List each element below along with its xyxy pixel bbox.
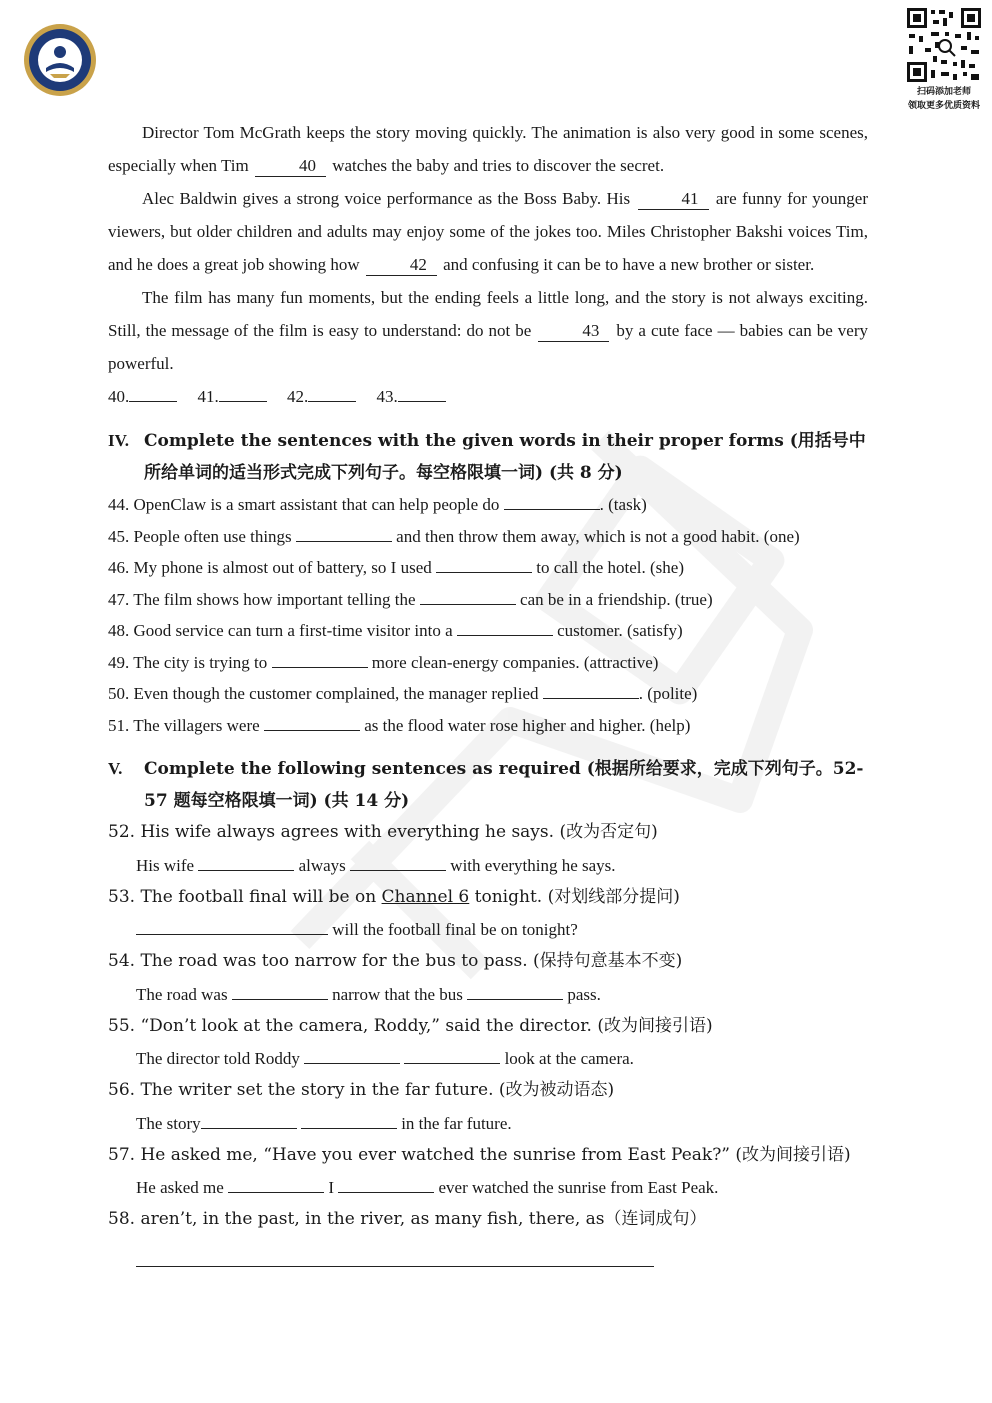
answer-line[interactable] (436, 571, 532, 573)
answer-label-43: 43. (376, 387, 398, 406)
passage-text: by a cute face — babies can be very powerful. (108, 321, 868, 373)
answer-53 (108, 913, 868, 946)
question-58: 58. aren’t, in the past, in the river, as many fish, there, as（连词成句） (108, 1209, 707, 1229)
question-text: 48. Good service can turn a first-time visitor into a (108, 621, 457, 640)
answer-line[interactable] (504, 508, 600, 510)
question-text: 44. OpenClaw is a smart assistant that can help people do (108, 495, 504, 514)
answer-line-41[interactable] (219, 400, 267, 402)
passage-text: are funny for younger viewers, but older children and adults may enjoy some of the jokes too. Miles Christopher Bakshi voices Tim, and he does a great job showing how (108, 189, 868, 274)
answer-line[interactable] (420, 603, 516, 605)
answer-text: His wife (136, 855, 199, 875)
answer-text: pass. (563, 984, 601, 1004)
passage-text: Alec Baldwin gives a strong voice performance as the Boss Baby. His (142, 189, 636, 208)
question-text: 49. The city is trying to (108, 652, 272, 672)
passage-text: and confusing it can be to have a new brother or sister. (438, 255, 815, 274)
answer-text: look at the camera. (500, 1049, 634, 1068)
blank-41[interactable]: 41 (638, 189, 709, 210)
question-46 (108, 552, 868, 584)
question-52: 52. His wife always agrees with everything he says. (改为否定句) (108, 822, 658, 842)
answer-line[interactable] (136, 933, 232, 935)
answer-text: The road was (136, 984, 232, 1004)
answer-line[interactable] (457, 634, 553, 636)
answer-line[interactable] (232, 933, 328, 935)
question-50 (108, 678, 868, 710)
question-hint: tonight. (对划线部分提问) (469, 886, 680, 907)
passage-text: watches the baby and tries to discover the secret. (327, 156, 665, 175)
answer-text: ever watched the sunrise from East Peak. (434, 1178, 719, 1197)
qr-caption-line2: 领取更多优质资料 (907, 101, 980, 111)
question-text: 53. The football final will be on (108, 886, 382, 907)
question-text: 50. Even though the customer complained, the manager replied (108, 684, 543, 703)
answer-text: The story (136, 1113, 201, 1133)
question-hint: . (task) (599, 495, 647, 514)
answer-label-42: 42. (287, 387, 309, 406)
school-logo (22, 22, 98, 98)
answer-text: always (294, 855, 351, 875)
section-number: IV. (108, 431, 129, 450)
question-hint: can be in a friendship. (true) (515, 589, 713, 609)
question-49 (108, 647, 868, 679)
answer-line[interactable] (301, 1127, 397, 1129)
question-53 (108, 882, 868, 914)
question-hint: as the flood water rose higher and higher. (help) (359, 715, 691, 735)
question-text: 46. My phone is almost out of battery, so I used (108, 558, 436, 577)
question-44 (108, 489, 868, 521)
answer-line[interactable] (467, 998, 563, 1000)
answer-text: narrow that the bus (327, 984, 468, 1004)
question-hint: . (polite) (638, 684, 698, 703)
answer-line[interactable] (543, 697, 639, 699)
question-text: 47. The film shows how important telling the (108, 589, 420, 609)
section-number: V. (108, 759, 123, 778)
answer-line[interactable] (198, 869, 294, 871)
passage-text: The film has many fun moments, but the ending feels a little long, and the story is not always exciting. Still, the message of the film is easy to understand: do not be (108, 288, 868, 340)
question-56: 56. The writer set the story in the far future. (改为被动语态) (108, 1080, 615, 1100)
underlined-phrase: Channel 6 (381, 886, 470, 907)
answer-line[interactable] (228, 1191, 324, 1193)
section-4-heading (108, 425, 868, 489)
question-54: 54. The road was too narrow for the bus to pass. (保持句意基本不变) (108, 951, 683, 971)
answer-line[interactable] (264, 729, 360, 731)
passage-text: Director Tom McGrath keeps the story moving quickly. The animation is also very good in some scenes, especially when Tim (108, 123, 868, 175)
blank-43[interactable]: 43 (538, 321, 609, 342)
answer-text: will the football final be on tonight? (328, 920, 578, 939)
section-title: Complete the sentences with the given words in their proper forms (用括号中所给单词的适当形式完成下列句子。每空格限填一词) (共 8 分) (144, 431, 866, 483)
exam-page-content (108, 116, 868, 1267)
answer-line[interactable] (350, 869, 446, 871)
answer-text: with everything he says. (446, 855, 616, 875)
passage-paragraph-3 (108, 281, 868, 380)
answer-52 (108, 849, 868, 882)
answer-line[interactable] (304, 1062, 400, 1064)
answer-line[interactable] (272, 666, 368, 668)
answer-blanks-row (108, 380, 868, 413)
question-hint: more clean-energy companies. (attractive) (367, 652, 659, 672)
answer-label-40: 40. (108, 387, 130, 406)
question-text: 51. The villagers were (108, 715, 264, 735)
passage-paragraph-1 (108, 116, 868, 182)
passage-paragraph-2 (108, 182, 868, 281)
question-hint: to call the hotel. (she) (532, 558, 685, 577)
blank-42[interactable]: 42 (366, 255, 437, 276)
question-47 (108, 584, 868, 616)
question-text: 45. People often use things (108, 526, 296, 546)
question-51 (108, 710, 868, 742)
qr-code-icon[interactable] (905, 6, 983, 84)
question-55: 55. “Don’t look at the camera, Roddy,” said the director. (改为间接引语) (108, 1015, 713, 1036)
blank-40[interactable]: 40 (255, 156, 326, 177)
question-hint: and then throw them away, which is not a good habit. (one) (391, 526, 800, 546)
answer-55 (108, 1042, 868, 1075)
answer-54 (108, 978, 868, 1011)
qr-caption-line1: 扫码添加老师 (916, 87, 971, 97)
answer-text: in the far future. (396, 1113, 512, 1133)
answer-label-41: 41. (197, 387, 219, 406)
section-5-heading (108, 753, 868, 817)
question-hint: customer. (satisfy) (552, 621, 683, 640)
question-45 (108, 521, 868, 553)
answer-text: I (324, 1178, 339, 1197)
answer-57 (108, 1171, 868, 1204)
answer-line[interactable] (201, 1127, 297, 1129)
answer-56 (108, 1107, 868, 1140)
answer-line-42[interactable] (308, 400, 356, 402)
section-title: Complete the following sentences as required (根据所给要求，完成下列句子。52-57 题每空格限填一词) (共 14 分) (144, 759, 864, 811)
answer-text: He asked me (136, 1178, 229, 1197)
answer-line[interactable] (296, 540, 392, 542)
question-48 (108, 615, 868, 647)
answer-line[interactable] (404, 1062, 500, 1064)
answer-line[interactable] (338, 1191, 434, 1193)
answer-line-43[interactable] (398, 400, 446, 402)
qr-code-block (898, 6, 990, 112)
answer-text: The director told Roddy (136, 1049, 305, 1068)
question-57: 57. He asked me, “Have you ever watched the sunrise from East Peak?” (改为间接引语) (108, 1144, 851, 1165)
answer-line[interactable] (232, 998, 328, 1000)
answer-line-58[interactable] (136, 1246, 654, 1267)
answer-line-40[interactable] (129, 400, 177, 402)
